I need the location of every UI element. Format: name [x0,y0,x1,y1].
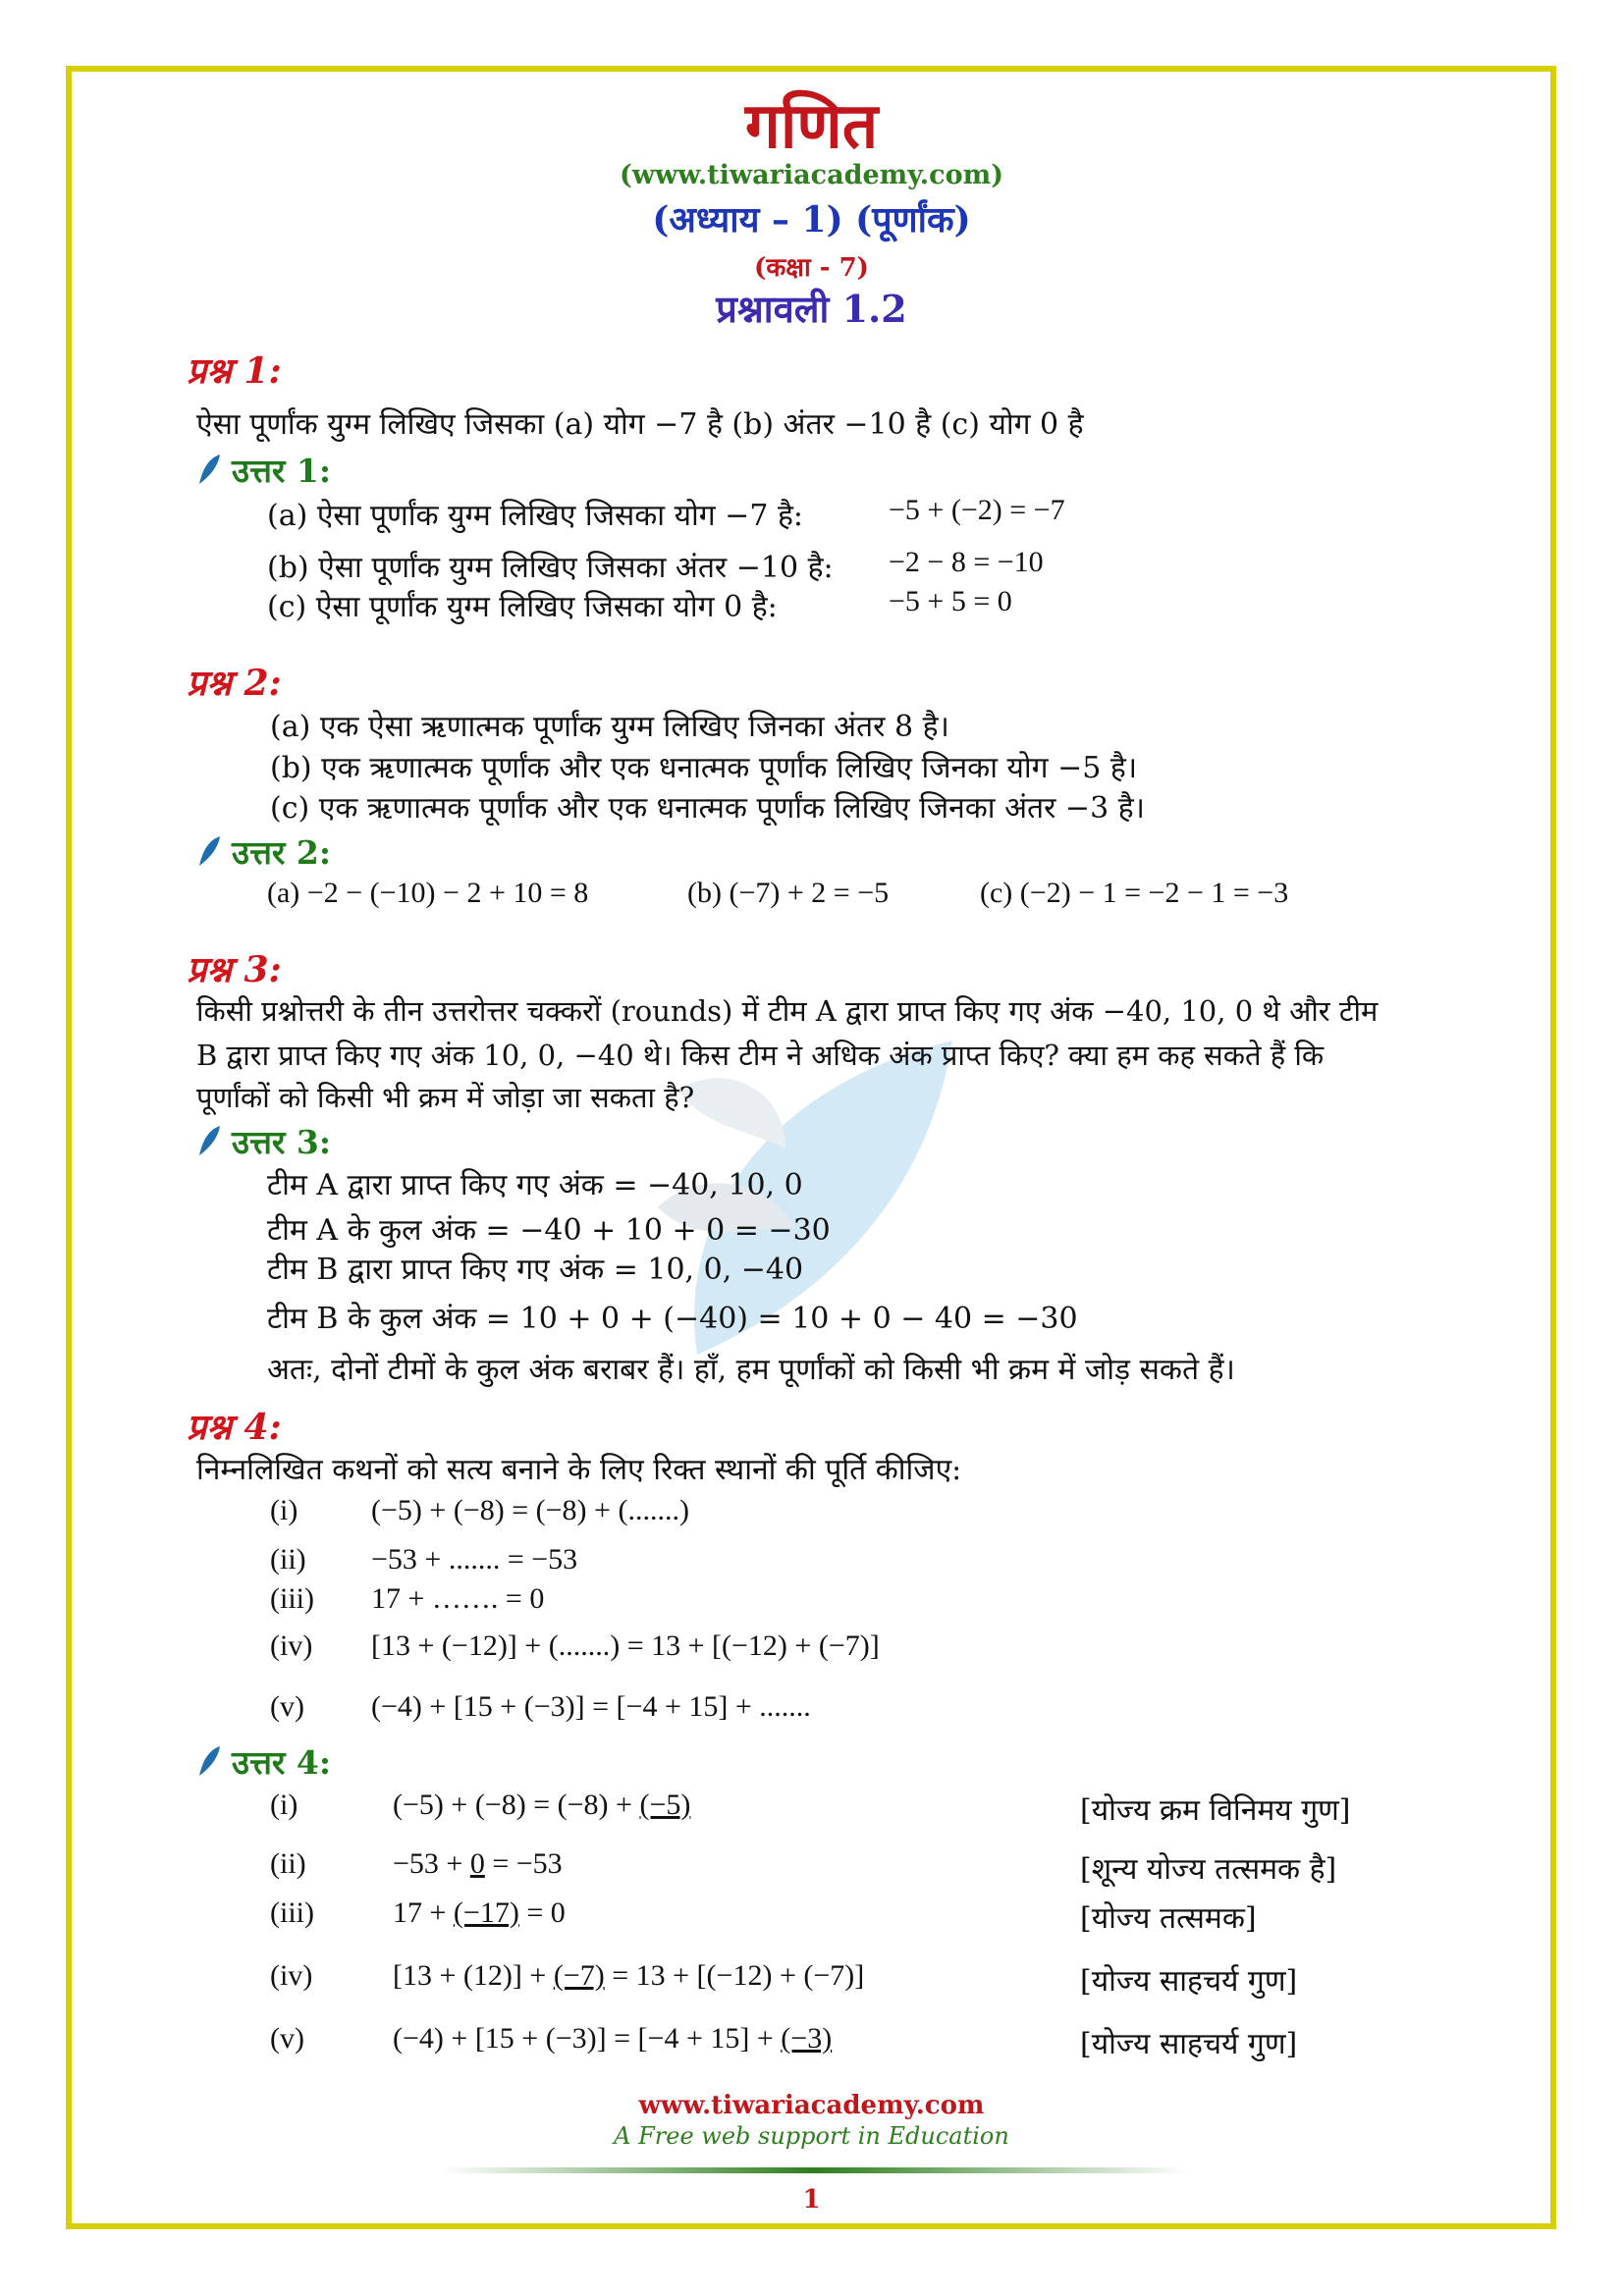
answer-4-property-note: [शून्य योज्य तत्समक है] [1080,1852,1337,1887]
question-4-item-expr: −53 + ....... = −53 [371,1543,578,1575]
answer-3-label: उत्तर 3: [196,1119,331,1163]
answer-1b-math: −2 − 8 = −10 [889,546,1044,578]
answer-1-label: उत्तर 1: [196,448,331,492]
answer-4-item-expr: (−4) + [15 + (−3)] = [−4 + 15] + (−3) [393,2022,833,2055]
question-4-item-expr: 17 + ……. = 0 [371,1582,545,1615]
answer-4-fill: 0 [469,1847,485,1880]
question-4-item-num: (iv) [270,1629,313,1662]
header-website[interactable]: (www.tiwariacademy.com) [620,160,1003,190]
answer-1c-text: (c) ऐसा पूर्णांक युग्म लिखिए जिसका योग 0 है: [267,590,778,624]
answer-3-line-4: टीम B के कुल अंक = 10 + 0 + (−40) = 10 + 0 − 40 = −30 [267,1302,1078,1336]
answer-4-fill: (−3) [781,2022,833,2055]
question-2c-text: (c) एक ऋणात्मक पूर्णांक और एक धनात्मक पूर्णांक लिखिए जिनका अंतर −3 है। [270,791,1145,826]
answer-4-property-note: [योज्य साहचर्य गुण] [1080,1964,1298,1999]
answer-4-item-expr: (−5) + (−8) = (−8) + (−5) [393,1789,691,1821]
answer-4-item-num: (iv) [270,1959,313,1992]
question-2-label: प्रश्न 2: [187,663,282,704]
page-title: गणित [744,89,879,163]
answer-4-label: उत्तर 4: [196,1739,331,1784]
answer-2c-math: (c) (−2) − 1 = −2 − 1 = −3 [980,877,1289,909]
question-3-line-1: किसी प्रश्नोत्तरी के तीन उत्तरोत्तर चक्करों (rounds) में टीम A द्वारा प्राप्त किए गए अंक −40, 10, 0 थे और टीम [196,994,1379,1028]
answer-4-item-expr: 17 + (−17) = 0 [393,1896,566,1929]
question-4-item-num: (i) [270,1494,298,1526]
answer-1a-math: −5 + (−2) = −7 [889,494,1065,526]
answer-4-item-num: (i) [270,1789,298,1821]
exercise-heading: प्रश्नावली 1.2 [716,287,907,331]
answer-4-item-expr: [13 + (12)] + (−7) = 13 + [(−12) + (−7)] [393,1959,865,1992]
feather-icon [196,1124,222,1157]
question-4-item-expr: [13 + (−12)] + (.......) = 13 + [(−12) + (−7)] [371,1629,880,1662]
question-4-label: प्रश्न 4: [187,1407,282,1448]
answer-3-line-3: टीम B द्वारा प्राप्त किए गए अंक = 10, 0, −40 [267,1253,804,1287]
question-4-item-expr: (−4) + [15 + (−3)] = [−4 + 15] + ....... [371,1690,811,1723]
question-1-label: प्रश्न 1: [187,350,282,392]
answer-4-item-num: (v) [270,2022,304,2055]
class-label: (कक्षा - 7) [754,253,869,283]
answer-4-property-note: [योज्य साहचर्य गुण] [1080,2027,1298,2061]
footer-tagline: A Free web support in Education [614,2122,1009,2150]
answer-1b-text: (b) ऐसा पूर्णांक युग्म लिखिए जिसका अंतर −10 है: [267,551,834,585]
answer-1c-math: −5 + 5 = 0 [889,585,1012,617]
answer-2-label: उत्तर 2: [196,829,331,874]
page-number: 1 [802,2185,821,2215]
answer-4-item-expr: −53 + 0 = −53 [393,1847,563,1880]
question-4-item-num: (v) [270,1690,304,1723]
question-4-item-num: (iii) [270,1582,314,1615]
question-1-text: ऐसा पूर्णांक युग्म लिखिए जिसका (a) योग −7 है (b) अंतर −10 है (c) योग 0 है [196,407,1084,442]
answer-4-property-note: [योज्य क्रम विनिमय गुण] [1080,1793,1351,1828]
answer-2b-math: (b) (−7) + 2 = −5 [687,877,890,909]
footer-website[interactable]: www.tiwariacademy.com [638,2091,985,2120]
answer-4-item-num: (iii) [270,1896,314,1929]
answer-3-line-2: टीम A के कुल अंक = −40 + 10 + 0 = −30 [267,1213,831,1248]
question-2b-text: (b) एक ऋणात्मक पूर्णांक और एक धनात्मक पूर्णांक लिखिए जिनका योग −5 है। [270,751,1138,785]
answer-4-fill: (−17) [453,1896,519,1929]
question-2a-text: (a) एक ऐसा ऋणात्मक पूर्णांक युग्म लिखिए जिनका अंतर 8 है। [270,710,949,744]
feather-icon [196,834,222,868]
feather-icon [196,1744,222,1778]
answer-4-fill: (−5) [639,1789,691,1821]
question-4-text: निम्नलिखित कथनों को सत्य बनाने के लिए रिक्त स्थानों की पूर्ति कीजिए: [196,1453,962,1487]
answer-4-item-num: (ii) [270,1847,306,1880]
answer-3-conclusion: अतः, दोनों टीमों के कुल अंक बराबर हैं। हाँ, हम पूर्णांकों को किसी भी क्रम में जोड़ सकते हैं। [267,1353,1235,1387]
question-3-label: प्रश्न 3: [187,949,282,990]
answer-3-line-1: टीम A द्वारा प्राप्त किए गए अंक = −40, 10, 0 [267,1168,803,1202]
question-3-line-2: B द्वारा प्राप्त किए गए अंक 10, 0, −40 थे। किस टीम ने अधिक अंक प्राप्त किए? क्या हम कह सकते हैं कि [196,1039,1325,1072]
answer-4-fill: (−7) [553,1959,605,1992]
footer-divider [442,2167,1188,2173]
question-4-item-num: (ii) [270,1543,306,1575]
answer-4-property-note: [योज्य तत्समक] [1080,1901,1257,1936]
question-4-item-expr: (−5) + (−8) = (−8) + (.......) [371,1494,689,1526]
answer-2a-math: (a) −2 − (−10) − 2 + 10 = 8 [267,877,589,909]
answer-1a-text: (a) ऐसा पूर्णांक युग्म लिखिए जिसका योग −7 है: [267,499,803,533]
question-3-line-3: पूर्णांकों को किसी भी क्रम में जोड़ा जा सकता है? [196,1081,695,1114]
feather-icon [196,453,222,486]
chapter-heading: (अध्याय – 1) (पूर्णांक) [652,199,971,240]
